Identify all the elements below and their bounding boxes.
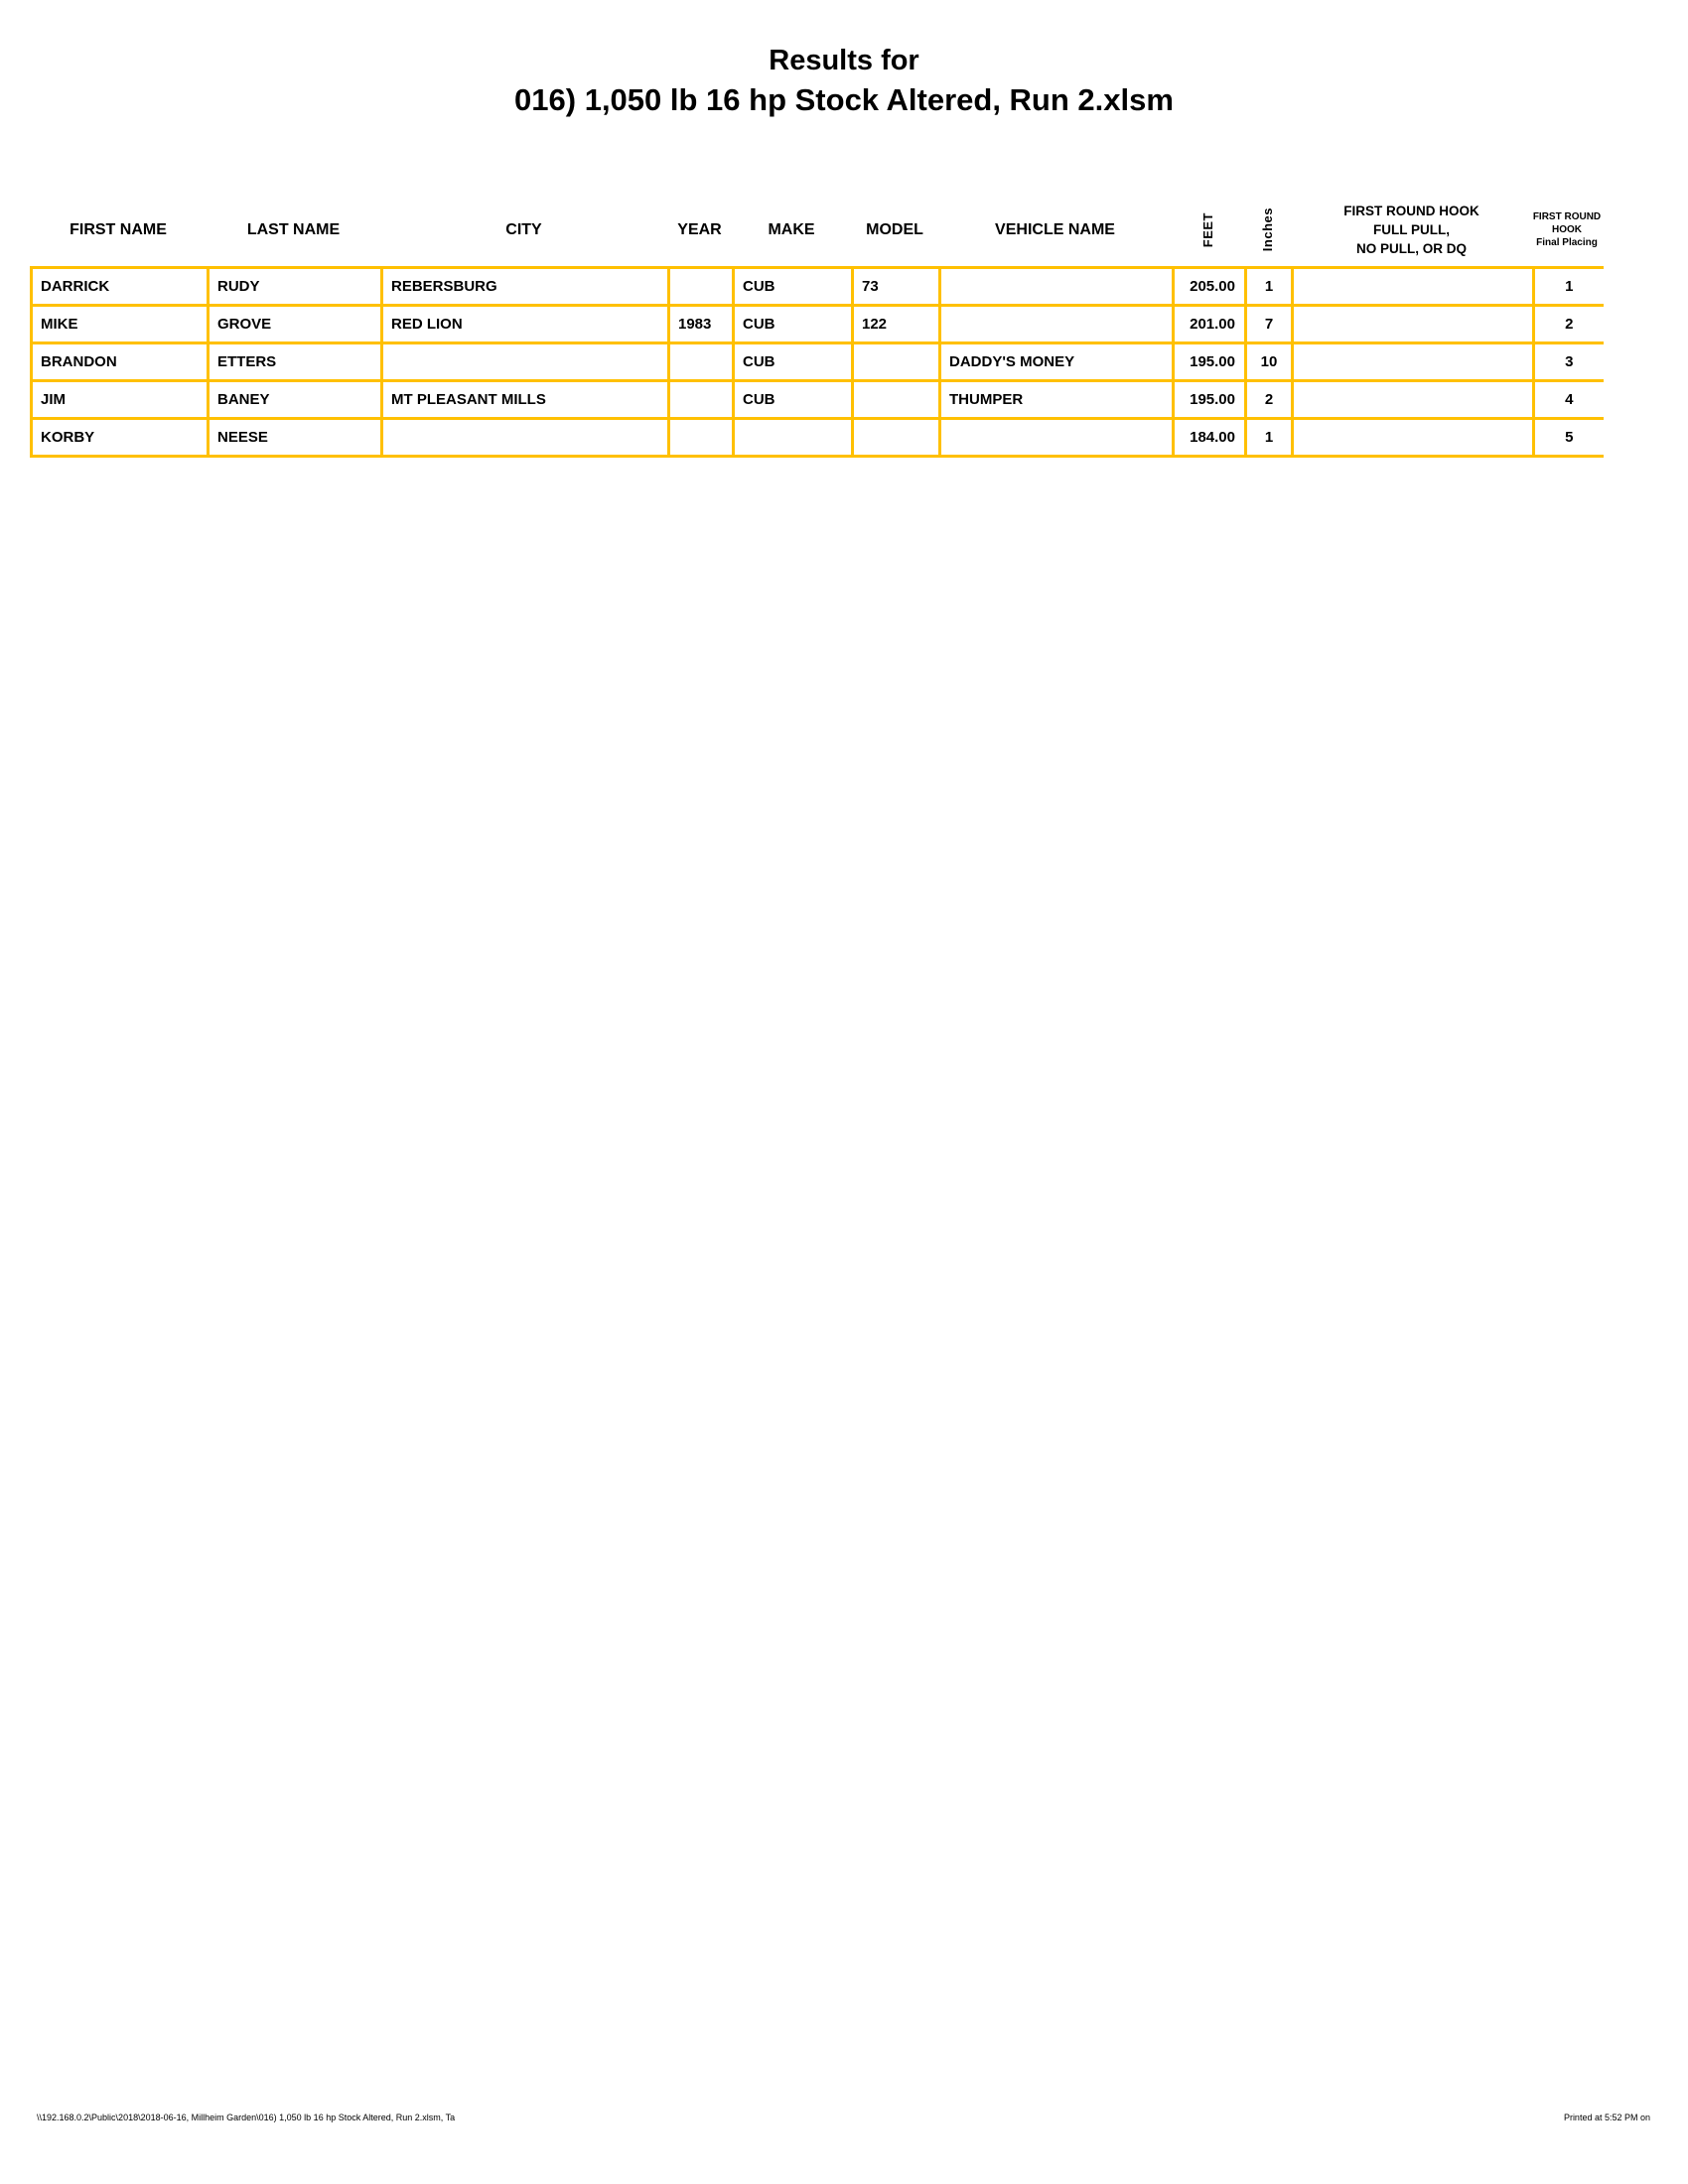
inches-rotated-label: Inches — [1259, 207, 1275, 252]
cell-inches: 10 — [1246, 343, 1293, 381]
cell-inches: 1 — [1246, 419, 1293, 457]
cell-last-name: ETTERS — [209, 343, 382, 381]
cell-model — [853, 343, 940, 381]
cell-make — [734, 419, 853, 457]
cell-first-round-hook — [1293, 268, 1534, 306]
cell-feet: 184.00 — [1174, 419, 1246, 457]
col-header-city: CITY — [505, 220, 542, 238]
cell-final-placing: 2 — [1534, 306, 1604, 343]
cell-feet: 201.00 — [1174, 306, 1246, 343]
cell-feet: 205.00 — [1174, 268, 1246, 306]
col-header-inches — [1244, 194, 1291, 266]
cell-last-name: GROVE — [209, 306, 382, 343]
cell-city — [382, 343, 669, 381]
col-header-first-round-hook — [1291, 194, 1532, 266]
cell-city — [382, 419, 669, 457]
cell-first-round-hook — [1293, 343, 1534, 381]
table-row — [32, 419, 1604, 457]
cell-make: CUB — [734, 381, 853, 419]
cell-model — [853, 419, 940, 457]
placing-header-lines — [1533, 210, 1601, 249]
cell-model — [853, 381, 940, 419]
col-header-first-name: FIRST NAME — [70, 220, 167, 238]
cell-first-name: JIM — [32, 381, 209, 419]
cell-vehicle-name — [940, 268, 1174, 306]
placing-header-line-2: HOOK — [1552, 224, 1582, 235]
cell-model: 122 — [853, 306, 940, 343]
hook-header-lines — [1343, 202, 1479, 258]
cell-first-name: DARRICK — [32, 268, 209, 306]
col-header-vehicle-name: VEHICLE NAME — [995, 220, 1115, 238]
table-row — [32, 343, 1604, 381]
cell-city: REBERSBURG — [382, 268, 669, 306]
page-title — [0, 44, 1688, 123]
cell-final-placing: 4 — [1534, 381, 1604, 419]
cell-final-placing: 3 — [1534, 343, 1604, 381]
cell-first-round-hook — [1293, 419, 1534, 457]
cell-make: CUB — [734, 343, 853, 381]
cell-first-name: KORBY — [32, 419, 209, 457]
cell-year: 1983 — [669, 306, 734, 343]
cell-feet: 195.00 — [1174, 381, 1246, 419]
cell-make: CUB — [734, 268, 853, 306]
cell-vehicle-name: THUMPER — [940, 381, 1174, 419]
cell-city: MT PLEASANT MILLS — [382, 381, 669, 419]
cell-year — [669, 268, 734, 306]
hook-header-line-2: FULL PULL, — [1373, 222, 1450, 237]
cell-make: CUB — [734, 306, 853, 343]
cell-first-round-hook — [1293, 306, 1534, 343]
cell-vehicle-name — [940, 419, 1174, 457]
placing-header-line-1: FIRST ROUND — [1532, 211, 1602, 222]
cell-year — [669, 343, 734, 381]
cell-inches: 2 — [1246, 381, 1293, 419]
title-line-2: 016) 1,050 lb 16 hp Stock Altered, Run 2.xlsm — [514, 82, 1174, 117]
col-header-model: MODEL — [866, 220, 923, 238]
cell-feet: 195.00 — [1174, 343, 1246, 381]
col-header-final-placing — [1532, 194, 1602, 266]
hook-header-line-3: NO PULL, OR DQ — [1356, 241, 1467, 256]
footer-file-path: \\192.168.0.2\Public\2018\2018-06-16, Millheim Garden\016) 1,050 lb 16 hp Stock Altered, Run 2.xlsm, Ta — [37, 2113, 456, 2122]
cell-inches: 1 — [1246, 268, 1293, 306]
cell-first-name: BRANDON — [32, 343, 209, 381]
placing-header-line-3: Final Placing — [1536, 237, 1598, 248]
cell-vehicle-name: DADDY'S MONEY — [940, 343, 1174, 381]
cell-last-name: BANEY — [209, 381, 382, 419]
col-header-year: YEAR — [677, 220, 722, 238]
cell-year — [669, 419, 734, 457]
cell-last-name: NEESE — [209, 419, 382, 457]
col-header-last-name: LAST NAME — [246, 220, 341, 238]
hook-header-line-1: FIRST ROUND HOOK — [1343, 204, 1479, 218]
cell-year — [669, 381, 734, 419]
table-row — [32, 306, 1604, 343]
cell-final-placing: 5 — [1534, 419, 1604, 457]
table-row — [32, 268, 1604, 306]
table-row — [32, 381, 1604, 419]
footer-printed-at: Printed at 5:52 PM on — [1563, 2113, 1650, 2122]
cell-city: RED LION — [382, 306, 669, 343]
feet-rotated-label: FEET — [1199, 211, 1215, 248]
cell-vehicle-name — [940, 306, 1174, 343]
col-header-feet — [1172, 194, 1244, 266]
cell-model: 73 — [853, 268, 940, 306]
col-header-make: MAKE — [768, 220, 815, 238]
results-table — [30, 194, 1602, 458]
cell-first-name: MIKE — [32, 306, 209, 343]
results-grid — [30, 266, 1604, 458]
title-line-1: Results for — [769, 45, 919, 76]
table-header-row — [30, 194, 1602, 266]
cell-last-name: RUDY — [209, 268, 382, 306]
cell-final-placing: 1 — [1534, 268, 1604, 306]
cell-inches: 7 — [1246, 306, 1293, 343]
cell-first-round-hook — [1293, 381, 1534, 419]
